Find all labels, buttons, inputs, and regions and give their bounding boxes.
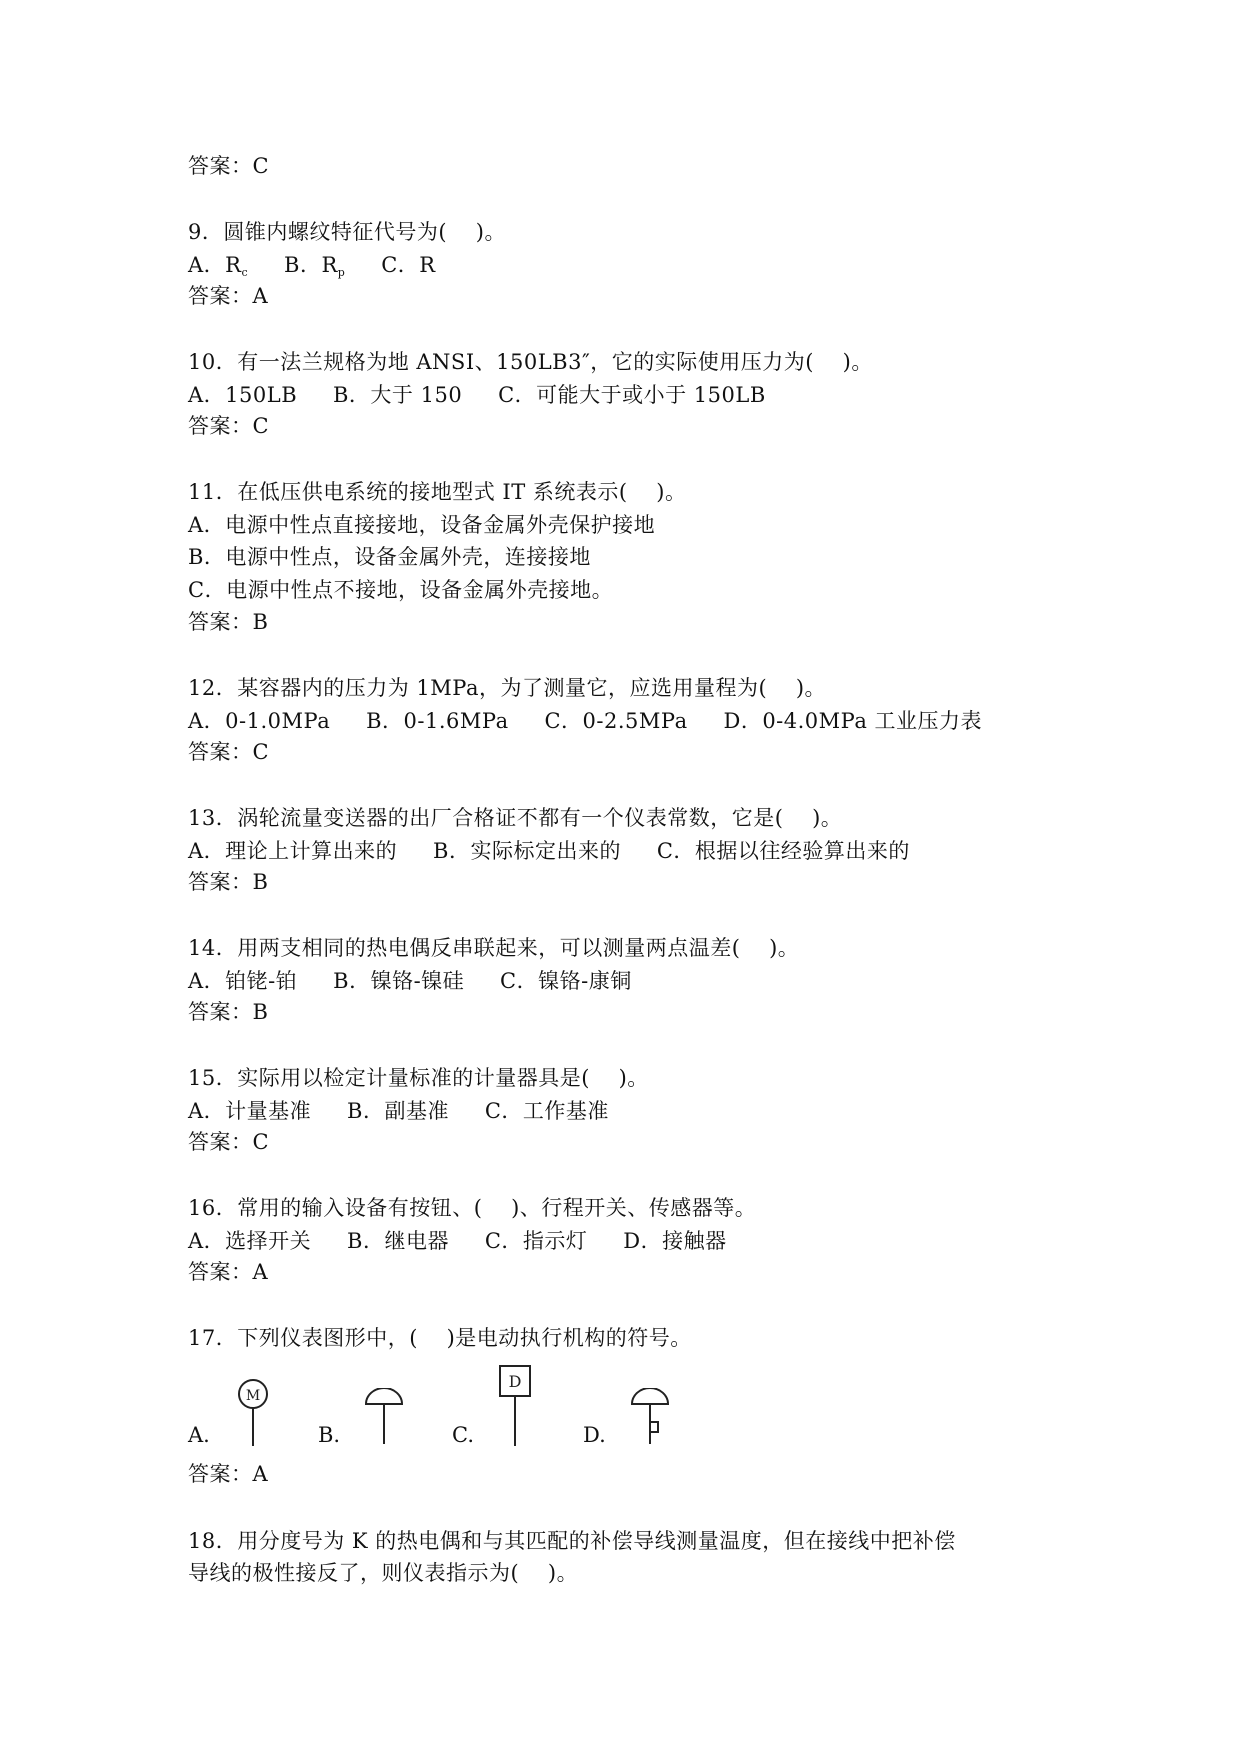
symbol-a-text: M [245,1388,261,1404]
symbol-b-label: B. [318,1423,341,1447]
symbol-c-label: C. [452,1423,474,1447]
option-a-subscript: c [241,266,249,279]
answer-14: 答案：B [188,1000,269,1024]
symbol-c-text: D [508,1372,522,1391]
answer-11: 答案：B [188,610,269,634]
question-15-options: A．计量基准 B．副基准 C．工作基准 [188,1099,609,1123]
option-a: A．R [188,253,242,277]
question-11-option-a: A．电源中性点直接接地，设备金属外壳保护接地 [188,513,656,537]
question-9: 9．圆锥内螺纹特征代号为( )。 [188,220,506,244]
answer-text: 答案：C [188,154,270,178]
question-18-line-2: 导线的极性接反了，则仪表指示为( )。 [188,1561,579,1585]
diaphragm-actuator-symbol [362,1388,406,1448]
symbol-d-label: D. [583,1423,606,1447]
symbol-a-label: A. [188,1423,210,1447]
question-11-option-c: C．电源中性点不接地，设备金属外壳接地。 [188,578,614,602]
question-18-line-1: 18．用分度号为 K 的热电偶和与其匹配的补偿导线测量温度，但在接线中把补偿 [188,1529,956,1553]
electric-actuator-symbol [233,1378,273,1448]
question-16: 16．常用的输入设备有按钮、( )、行程开关、传感器等。 [188,1196,757,1220]
question-17: 17．下列仪表图形中，( )是电动执行机构的符号。 [188,1326,692,1350]
question-11-option-b: B．电源中性点，设备金属外壳，连接接地 [188,545,591,569]
answer-9: 答案：A [188,284,269,308]
answer-17: 答案：A [188,1462,269,1486]
question-15: 15．实际用以检定计量标准的计量器具是( )。 [188,1066,649,1090]
question-13-options: A．理论上计算出来的 B．实际标定出来的 C．根据以往经验算出来的 [188,839,910,863]
question-10-options: A．150LB B．大于 150 C．可能大于或小于 150LB [188,383,766,407]
question-14: 14．用两支相同的热电偶反串联起来，可以测量两点温差( )。 [188,936,800,960]
question-11: 11．在低压供电系统的接地型式 IT 系统表示( )。 [188,480,687,504]
question-16-options: A．选择开关 B．继电器 C．指示灯 D．接触器 [188,1229,727,1253]
answer-10: 答案：C [188,414,270,438]
answer-13: 答案：B [188,870,269,894]
question-12: 12．某容器内的压力为 1MPa，为了测量它，应选用量程为( )。 [188,676,827,700]
question-9-options [188,252,436,286]
option-b: B．R [284,253,338,277]
digital-actuator-symbol [496,1364,536,1448]
diaphragm-positioner-symbol [628,1388,672,1448]
option-b-subscript: p [337,266,346,279]
option-c: C．R [381,253,436,277]
question-10: 10．有一法兰规格为地 ANSI、150LB3″，它的实际使用压力为( )。 [188,350,873,374]
answer-12: 答案：C [188,740,270,764]
answer-15: 答案：C [188,1130,270,1154]
question-13: 13．涡轮流量变送器的出厂合格证不都有一个仪表常数，它是( )。 [188,806,843,830]
question-12-options: A．0-1.0MPa B．0-1.6MPa C．0-2.5MPa D．0-4.0MPa 工业压力表 [188,709,983,733]
answer-16: 答案：A [188,1260,269,1284]
question-14-options: A．铂铑-铂 B．镍铬-镍硅 C．镍铬-康铜 [188,969,632,993]
